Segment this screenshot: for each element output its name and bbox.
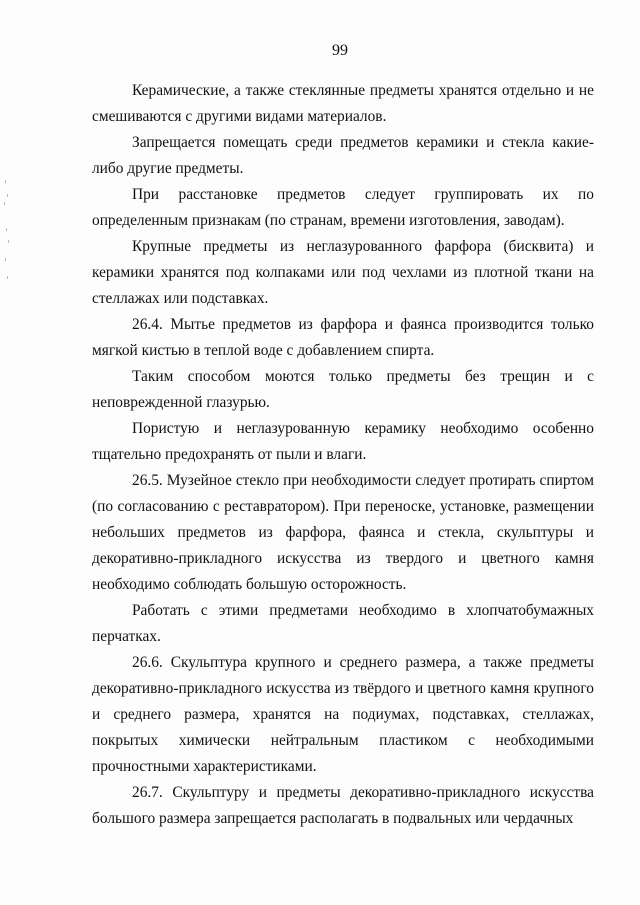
paragraph: Запрещается помещать среди предметов керамики и стекла какие-либо другие предметы. xyxy=(92,134,594,177)
scan-artifact xyxy=(4,180,10,300)
paragraph: Пористую и неглазурованную керамику необходимо особенно тщательно предохранять от пыли и влаги. xyxy=(92,420,594,463)
paragraph: 26.6. Скульптура крупного и среднего размера, а также предметы декоративно-прикладного искусства из твёрдого и цветного камня крупного и среднего размера, хранятся на подиумах, подставках, стеллажах, покрытых химически нейтральным пластиком с необходимыми прочностными характеристиками. xyxy=(92,654,594,775)
paragraph: 26.5. Музейное стекло при необходимости следует протирать спиртом (по согласованию с реставратором). При переноске, установке, размещении небольших предметов из фарфора, фаянса и стекла, скульптуры и декоративно-прикладного искусства из твердого и цветного камня необходимо соблюдать большую осторожность. xyxy=(92,472,594,593)
paragraph: Таким способом моются только предметы без трещин и с неповрежденной глазурью. xyxy=(92,368,594,411)
paragraph: Работать с этими предметами необходимо в хлопчатобумажных перчатках. xyxy=(92,602,594,645)
paragraph: Керамические, а также стеклянные предметы хранятся отдельно и не смешиваются с другими видами материалов. xyxy=(92,82,594,125)
body-text xyxy=(92,78,594,832)
paragraph: 26.7. Скульптуру и предметы декоративно-прикладного искусства большого размера запрещается располагать в подвальных или чердачных xyxy=(92,784,594,827)
paragraph: 26.4. Мытье предметов из фарфора и фаянса производится только мягкой кистью в теплой воде с добавлением спирта. xyxy=(92,316,594,359)
paragraph: Крупные предметы из неглазурованного фарфора (бисквита) и керамики хранятся под колпаками или под чехлами из плотной ткани на стеллажах или подставках. xyxy=(92,238,594,307)
page-number: 99 xyxy=(332,42,348,59)
paragraph: При расстановке предметов следует группировать их по определенным признакам (по странам, времени изготовления, заводам). xyxy=(92,186,594,229)
